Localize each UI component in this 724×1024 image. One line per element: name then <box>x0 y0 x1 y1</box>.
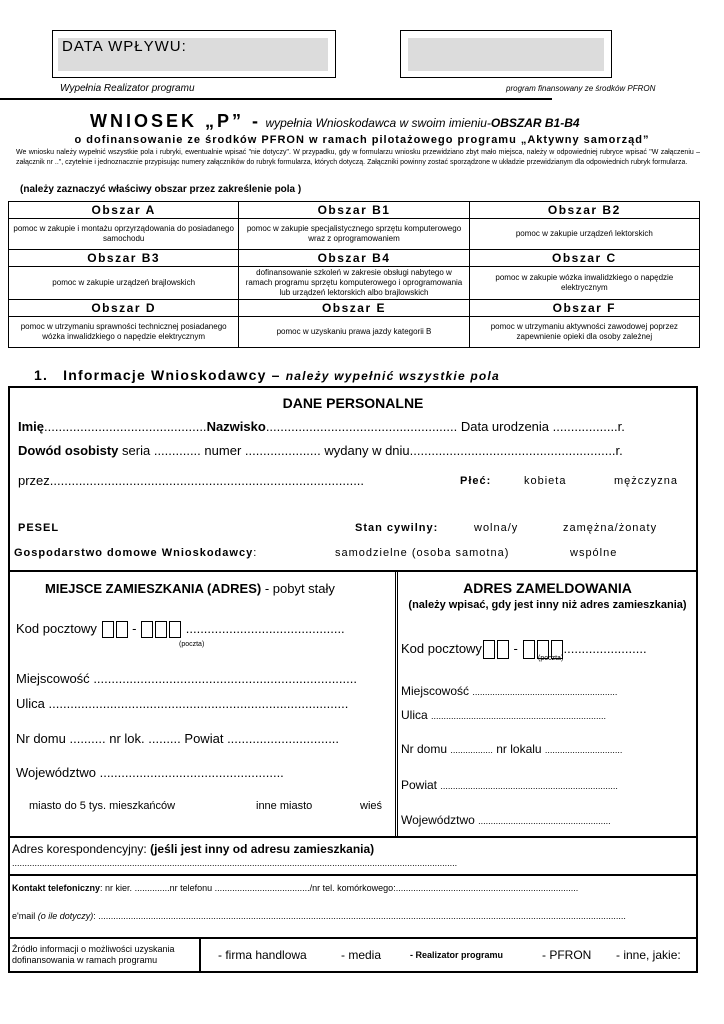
id-card-row <box>18 443 623 458</box>
county-label: Powiat <box>184 731 224 746</box>
year-suffix: r. <box>615 443 623 458</box>
area-header[interactable]: Obszar B3 <box>9 250 239 267</box>
pesel-label: PESEL <box>18 522 60 534</box>
personal-data-heading: DANE PERSONALNE <box>282 395 424 411</box>
household-option-single[interactable]: samodzielne (osoba samotna) <box>335 547 510 559</box>
city-field[interactable]: .......................................................... <box>472 687 618 697</box>
header-divider <box>0 98 552 100</box>
last-name-label: Nazwisko <box>206 419 266 434</box>
contact-label: Kontakt telefoniczny <box>12 883 101 893</box>
city-field[interactable]: ......................................................................... <box>93 671 357 686</box>
filled-by-realizator: Wypełnia Realizator programu <box>60 83 195 94</box>
postal-code-label: Kod pocztowy <box>16 621 97 636</box>
residence-city-row <box>16 671 357 686</box>
series-field[interactable]: ............. <box>153 443 201 458</box>
registration-heading: ADRES ZAMELDOWANIA <box>463 580 632 596</box>
id-card-label: Dowód osobisty <box>18 443 119 458</box>
area-description: pomoc w zakupie wózka inwalidzkiego o napędzie elektrycznym <box>469 267 699 300</box>
form-subtitle: o dofinansowanie ze środków PFRON w ramach pilotażowego programu „Aktywny samorząd” <box>74 134 650 146</box>
flat-number-label: nr lok. <box>109 731 145 746</box>
form-title <box>90 111 580 132</box>
form-title-main: WNIOSEK „P” - <box>90 111 262 131</box>
marital-option-married[interactable]: zamężna/żonaty <box>563 522 658 534</box>
first-name-field[interactable]: ............................................. <box>44 419 207 434</box>
registration-house-row <box>401 742 622 756</box>
registration-city-row <box>401 684 617 698</box>
house-number-field[interactable]: .......... <box>69 731 106 746</box>
source-option-realizator[interactable]: - Realizator programu <box>410 950 504 960</box>
marital-option-single[interactable]: wolna/y <box>474 522 519 534</box>
number-label: numer <box>204 443 242 458</box>
issued-by-field[interactable]: ....................................................................................... <box>49 473 365 488</box>
source-option-company[interactable]: - firma handlowa <box>218 948 307 962</box>
correspondence-field[interactable]: .................................................................................................................................................................................. <box>12 858 458 868</box>
form-title-area: OBSZAR B1-B4 <box>490 116 580 130</box>
source-label-divider <box>199 938 201 972</box>
year-suffix: r. <box>617 419 625 434</box>
residence-voivodeship-row <box>16 765 284 780</box>
registration-field[interactable] <box>408 38 604 71</box>
area-header[interactable]: Obszar B4 <box>239 250 469 267</box>
voivodeship-field[interactable]: ..................................................... <box>478 816 611 826</box>
residence-house-row <box>16 731 339 746</box>
residence-street-row <box>16 696 348 711</box>
residence-postal-row <box>16 621 345 638</box>
locality-option-other-city[interactable]: inne miasto <box>256 800 313 812</box>
birth-date-label: Data urodzenia <box>460 419 550 434</box>
street-label: Ulica <box>16 696 45 711</box>
sex-option-male[interactable]: mężczyzna <box>614 475 679 487</box>
city-label: Miejscowość <box>16 671 90 686</box>
issued-by-row <box>18 473 364 488</box>
contact-divider <box>9 874 697 876</box>
sex-label: Płeć: <box>460 475 492 487</box>
first-name-label: Imię <box>18 419 45 434</box>
issued-by-label: przez <box>18 473 50 488</box>
street-field[interactable]: ...................................................................... <box>431 711 607 721</box>
voivodeship-label: Województwo <box>401 813 475 827</box>
issued-label: wydany w dniu <box>324 443 410 458</box>
area-description: pomoc w utrzymaniu aktywności zawodowej poprzez zapewnienie opieki dla osoby zależnej <box>469 317 699 348</box>
registration-street-row <box>401 708 606 722</box>
flat-number-label: nr lokalu <box>496 742 542 756</box>
house-number-label: Nr domu <box>16 731 66 746</box>
flat-number-field[interactable]: ............................... <box>544 745 623 755</box>
source-option-other[interactable]: - inne, jakie: <box>616 948 681 962</box>
areas-table <box>8 201 700 348</box>
city-label: Miejscowość <box>401 684 470 698</box>
birth-date-field[interactable]: .................. <box>552 419 618 434</box>
email-field[interactable]: ................................................................................................................................................................................................................... <box>98 911 626 921</box>
post-office-hint: (poczta) <box>179 641 205 648</box>
form-title-italic: wypełnia Wnioskodawca w swoim imieniu- <box>265 116 491 130</box>
street-label: Ulica <box>401 708 428 722</box>
program-funded-note: program finansowany ze środków PFRON <box>506 84 656 93</box>
area-description: pomoc w zakupie urządzeń brajlowskich <box>9 267 239 300</box>
voivodeship-field[interactable]: ................................................... <box>99 765 284 780</box>
sex-option-female[interactable]: kobieta <box>524 475 567 487</box>
postal-code-boxes[interactable]: - <box>101 621 183 636</box>
postal-code-boxes[interactable]: - <box>482 641 564 656</box>
postal-code-label: Kod pocztowy <box>401 640 482 656</box>
area-header[interactable]: Obszar B1 <box>239 202 469 219</box>
area-description: pomoc w utrzymaniu sprawności technicznej posiadanego wózka inwalidzkiego o napędzie elektrycznym <box>9 317 239 348</box>
area-header[interactable]: Obszar E <box>239 300 469 317</box>
area-code-field[interactable]: .............. <box>134 883 170 893</box>
area-description: pomoc w zakupie i montażu oprzyrządowania do posiadanego samochodu <box>9 219 239 250</box>
registration-postal-row <box>401 640 647 659</box>
issued-field[interactable]: ......................................................... <box>409 443 616 458</box>
post-office-hint: (poczta) <box>538 655 564 662</box>
county-field[interactable]: ....................................................................... <box>440 781 618 791</box>
section-title: Informacje Wnioskodawcy – <box>63 367 281 383</box>
registration-voivodeship-row <box>401 813 611 827</box>
county-field[interactable]: ............................... <box>227 731 340 746</box>
email-note: (o ile dotyczy) <box>37 911 94 921</box>
form-instruction: We wniosku należy wypełnić wszystkie pola i rubryki, ewentualnie wpisać "nie dotyczy". W przypadku, gdy w formularzu wniosku przewidziano zbyt mało miejsca, należy w odpowiedniej rubryce wpisać "W załączeniu – załącznik nr ..", czytelnie i jednoznacznie przypisując numery załączników do rubryk formularza, których dotyczą. Załączniki powinny zostać sporządzone w układzie przewidzianym dla odpowiednich rubryk formularza. <box>16 149 700 166</box>
email-row: e'mail (o ile dotyczy): ................................................................................................................................................................................................................... <box>12 911 626 921</box>
locality-option-village[interactable]: wieś <box>360 800 383 812</box>
voivodeship-label: Województwo <box>16 765 96 780</box>
area-description: pomoc w uzyskaniu prawa jazdy kategorii B <box>239 317 469 348</box>
post-office-field[interactable]: ............................................ <box>185 621 345 636</box>
post-office-field[interactable]: ....................... <box>563 640 647 656</box>
correspondence-divider <box>9 836 697 838</box>
area-header[interactable]: Obszar F <box>469 300 699 317</box>
area-header[interactable]: Obszar A <box>9 202 239 219</box>
source-label: Źródło informacji o możliwości uzyskania dofinansowania w ramach programu <box>12 944 175 965</box>
locality-option-small-town[interactable]: miasto do 5 tys. mieszkańców <box>29 800 176 812</box>
section-1-heading <box>34 367 500 383</box>
mobile-label: /nr tel. komórkowego: <box>309 883 396 893</box>
residence-heading: MIEJSCE ZAMIESZKANIA (ADRES) - pobyt stały <box>45 581 335 596</box>
area-header[interactable]: Obszar B2 <box>469 202 699 219</box>
county-label: Powiat <box>401 778 438 792</box>
series-label: seria <box>122 443 151 458</box>
section-number: 1. <box>34 367 49 383</box>
area-header[interactable]: Obszar D <box>9 300 239 317</box>
area-header[interactable]: Obszar C <box>469 250 699 267</box>
household-option-shared[interactable]: wspólne <box>570 547 618 559</box>
house-number-field[interactable]: ................. <box>450 745 493 755</box>
area-description: pomoc w zakupie urządzeń lektorskich <box>469 219 699 250</box>
source-option-pfron[interactable]: - PFRON <box>542 948 592 962</box>
contact-row: Kontakt telefoniczny: nr kier. ..............nr telefonu ....................................../nr tel. komórkowego:......................................................................... <box>12 883 579 893</box>
street-field[interactable]: ................................................................................... <box>48 696 349 711</box>
source-option-media[interactable]: - media <box>341 948 382 962</box>
area-code-label: nr kier. <box>105 883 133 893</box>
area-description: pomoc w zakupie specjalistycznego sprzętu komputerowego wraz z oprogramowaniem <box>239 219 469 250</box>
phone-field[interactable]: ...................................... <box>214 883 310 893</box>
last-name-field[interactable]: ..................................................... <box>265 419 461 434</box>
registration-note: (należy wpisać, gdy jest inny niż adres zamieszkania) <box>408 599 687 611</box>
registration-county-row <box>401 778 618 792</box>
source-divider <box>9 937 697 939</box>
email-label: e'mail <box>12 911 36 921</box>
mobile-field[interactable]: ......................................................................... <box>395 883 579 893</box>
address-column-divider <box>395 571 398 837</box>
flat-number-field[interactable]: ......... <box>148 731 181 746</box>
marital-status-label: Stan cywilny: <box>355 522 439 534</box>
house-number-label: Nr domu <box>401 742 448 756</box>
phone-label: nr telefonu <box>169 883 213 893</box>
area-selection-note: (należy zaznaczyć właściwy obszar przez zakreślenie pola ) <box>20 184 302 195</box>
area-description: dofinansowanie szkoleń w zakresie obsługi nabytego w ramach programu sprzętu komputerowego i oprogramowania lub urządzeń lektorskich albo brajlowskich <box>239 267 469 300</box>
section-note: należy wypełnić wszystkie pola <box>285 369 500 383</box>
number-field[interactable]: ..................... <box>244 443 321 458</box>
address-top-divider <box>9 570 697 572</box>
household-label: Gospodarstwo domowe Wnioskodawcy: <box>14 547 258 559</box>
date-received-label: DATA WPŁYWU: <box>62 38 187 55</box>
correspondence-label: Adres korespondencyjny: (jeśli jest inny od adresu zamieszkania) <box>12 842 375 856</box>
name-row <box>18 419 625 434</box>
